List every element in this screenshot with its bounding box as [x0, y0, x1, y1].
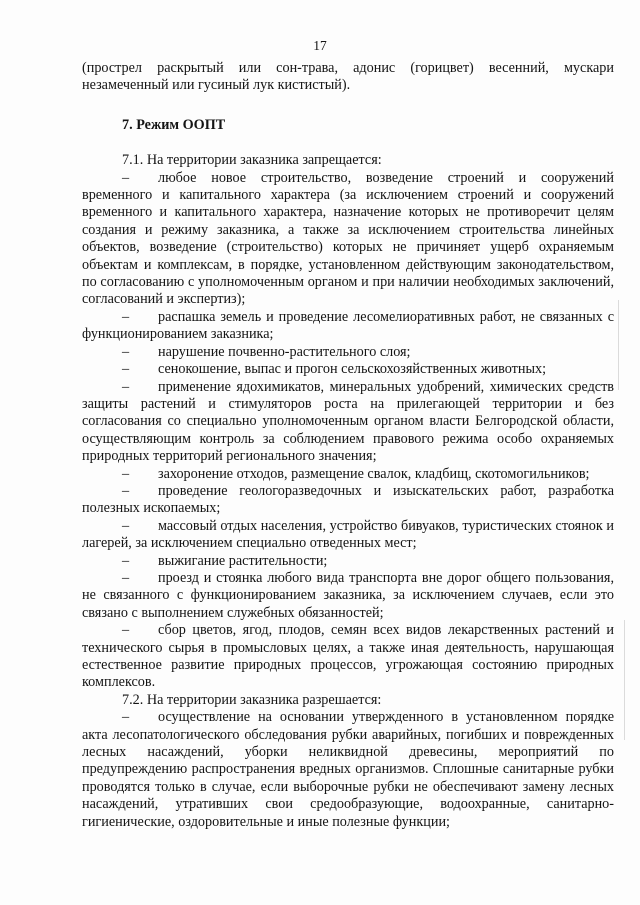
clause-7-1-list	[82, 170, 614, 692]
list-item-text: массовый отдых населения, устройство бивуаков, туристических стоянок и лагерей, за исключением специально отведенных мест;	[82, 517, 614, 552]
scan-artifact	[624, 620, 625, 740]
dash-marker: –	[122, 378, 130, 395]
list-item-text: проведение геологоразведочных и изыскательских работ, разработка полезных ископаемых;	[82, 482, 614, 517]
dash-marker: –	[122, 517, 130, 534]
list-item-text: проезд и стоянка любого вида транспорта вне дорог общего пользования, не связанного с функционированием заказника, за исключением случаев, если это связано с выполнением служебных обязанностей;	[82, 569, 614, 621]
list-item	[82, 483, 614, 518]
clause-7-2-list	[82, 709, 614, 831]
list-item	[82, 309, 614, 344]
clause-7-2-title: 7.2. На территории заказника разрешается:	[122, 691, 382, 708]
list-item-text: распашка земель и проведение лесомелиоративных работ, не связанных с функционированием заказника;	[82, 308, 614, 343]
dash-marker: –	[122, 361, 130, 378]
list-item	[82, 622, 614, 692]
list-item-text: выжигание растительности;	[158, 552, 328, 569]
dash-marker: –	[122, 482, 130, 499]
list-item	[82, 570, 614, 622]
list-item	[82, 466, 614, 483]
list-item-text: применение ядохимикатов, минеральных удобрений, химических средств защиты растений и стимуляторов роста на прилегающей территории и без согласования со специально уполномоченным органом власти Белгородской области, осуществляющим контроль за соблюдением правового режима особо охраняемых природных территорий регионального значения;	[82, 378, 614, 465]
list-item	[82, 344, 614, 361]
dash-marker: –	[122, 169, 130, 186]
list-item	[82, 361, 614, 378]
page-number: 17	[313, 38, 327, 53]
section-title: 7. Режим ООПТ	[122, 116, 226, 133]
list-item	[82, 553, 614, 570]
dash-marker: –	[122, 465, 130, 482]
list-item-text: сбор цветов, ягод, плодов, семян всех видов лекарственных растений и технического сырья в промысловых целях, а также иная деятельность, нарушающая естественное развитие природных процессов, угрожающая состоянию природных комплексов.	[82, 622, 614, 691]
intro-paragraph: (прострел раскрытый или сон-трава, адонис (горицвет) весенний, мускари незамеченный или гусиный лук кистистый).	[82, 60, 614, 94]
dash-marker: –	[122, 709, 130, 726]
list-item-text: любое новое строительство, возведение строений и сооружений временного и капитального характера (за исключением строений и сооружений временного и капитального характера, назначение которых не противоречит целям создания и режиму заказника, а также за исключением строительства линейных объектов, возведение (строительство) которых не причиняет ущерб охраняемым объектам и комплексам, в порядке, установленном действующим законодательством, по согласованию с уполномоченным органом и при наличии необходимых заключений, согласований и экспертиз);	[82, 169, 614, 308]
list-item	[82, 379, 614, 466]
list-item-text: осуществление на основании утвержденного в установленном порядке акта лесопатологического обследования рубки аварийных, погибших и поврежденных лесных насаждений, уборки неликвидной древесины, мероприятий по предупреждению распространения вредных организмов. Сплошные санитарные рубки проводятся только в случае, если выборочные рубки не обеспечивают замену лесных насаждений, утративших свои средообразующие, водоохранные, санитарно-гигиенические, оздоровительные и иные полезные функции;	[82, 709, 614, 830]
dash-marker: –	[122, 622, 130, 639]
dash-marker: –	[122, 569, 130, 586]
list-item-text: сенокошение, выпас и прогон сельскохозяйственных животных;	[158, 361, 547, 378]
list-item	[82, 709, 614, 831]
clause-7-1-title: 7.1. На территории заказника запрещается:	[122, 152, 382, 169]
scan-artifact	[618, 300, 619, 390]
list-item-text: нарушение почвенно-растительного слоя;	[158, 343, 411, 360]
list-item-text: захоронение отходов, размещение свалок, кладбищ, скотомогильников;	[158, 465, 590, 482]
dash-marker: –	[122, 308, 130, 325]
list-item	[82, 518, 614, 553]
dash-marker: –	[122, 343, 130, 360]
document-body	[82, 60, 614, 831]
dash-marker: –	[122, 552, 130, 569]
list-item	[82, 170, 614, 309]
